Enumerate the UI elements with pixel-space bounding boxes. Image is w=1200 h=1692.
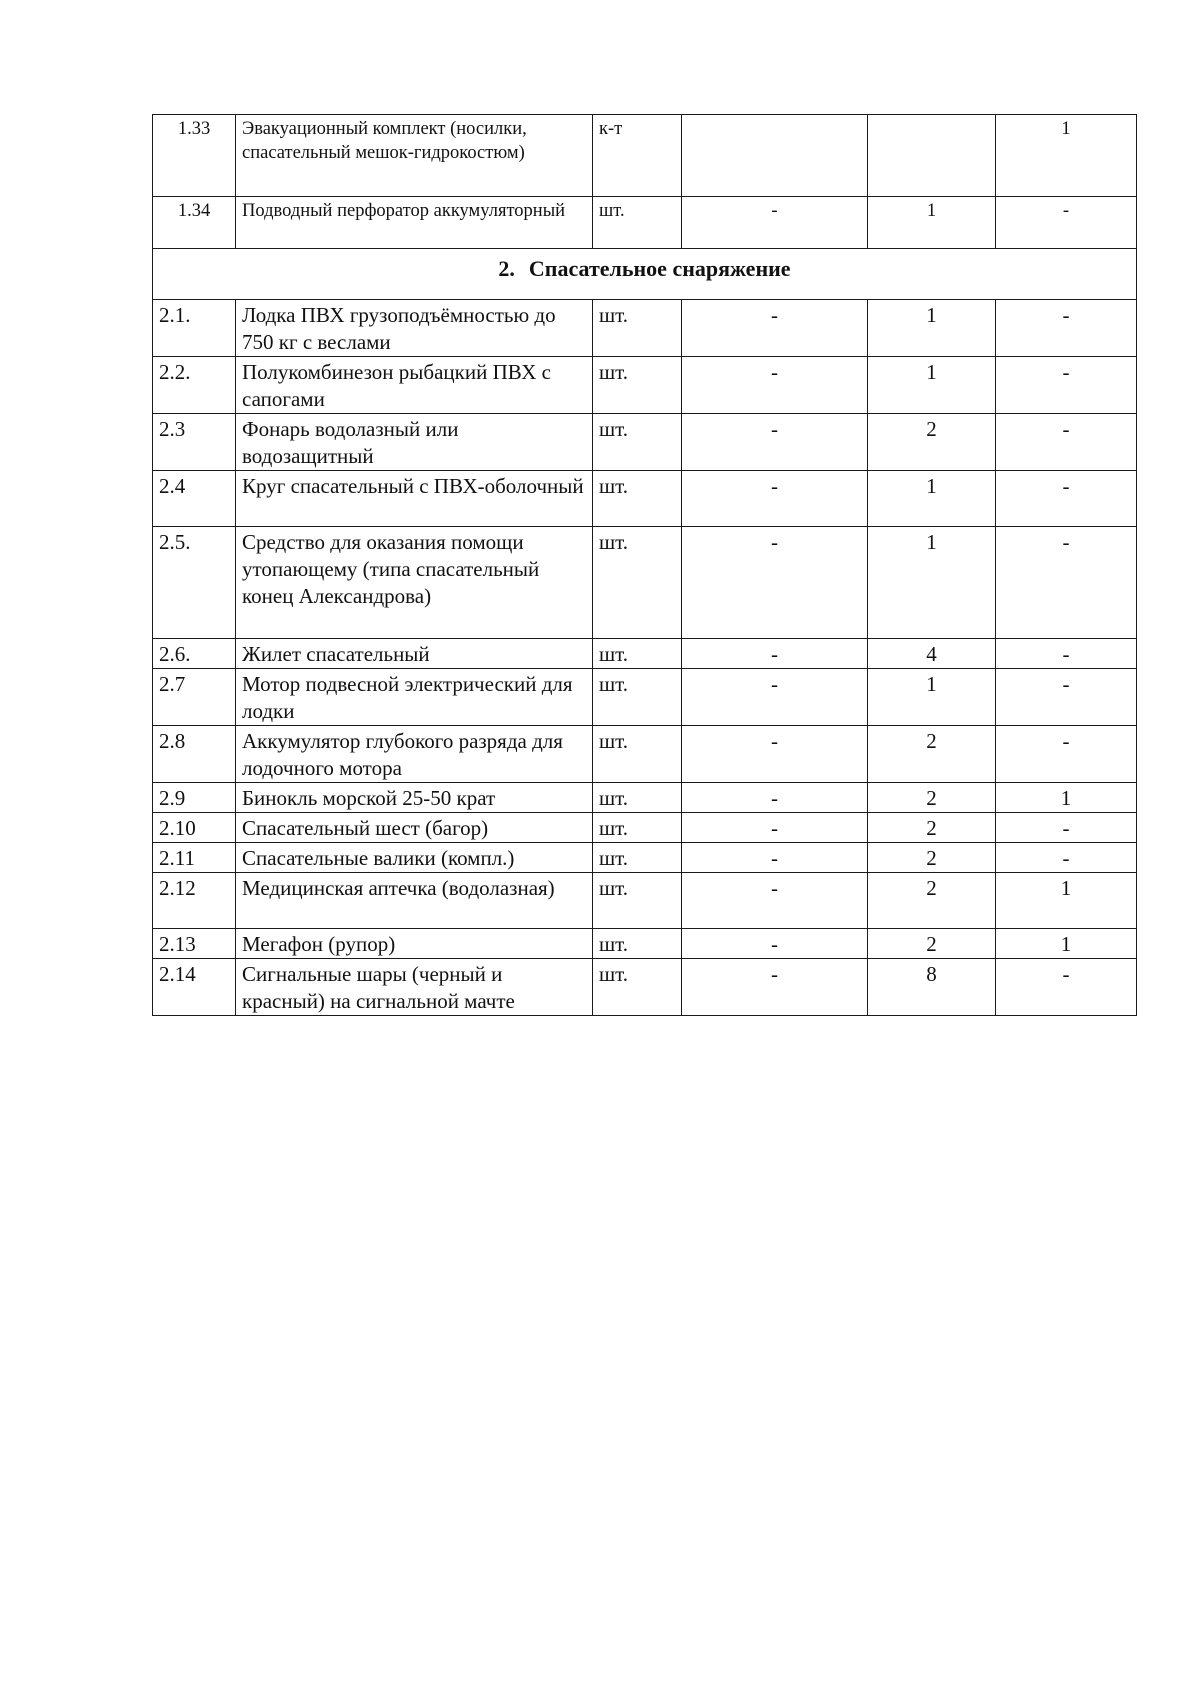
table-row [153,197,1137,249]
item-unit: шт. [593,843,682,873]
table-row [153,639,1137,669]
item-unit: шт. [593,197,682,249]
item-unit: шт. [593,813,682,843]
item-number: 2.11 [153,843,236,873]
item-col4: - [682,959,868,1016]
item-name: Мотор подвесной электрический для лодки [236,669,593,726]
table-row [153,115,1137,197]
item-col4: - [682,929,868,959]
item-col4: - [682,414,868,471]
item-col5: 1 [868,669,996,726]
item-unit: шт. [593,357,682,414]
item-name: Лодка ПВХ грузоподъёмностью до 750 кг с веслами [236,300,593,357]
item-unit: шт. [593,639,682,669]
item-name: Сигнальные шары (черный и красный) на сигнальной мачте [236,959,593,1016]
item-col4 [682,115,868,197]
item-col6: - [996,471,1137,527]
item-col4: - [682,527,868,639]
table-row [153,929,1137,959]
item-col5: 4 [868,639,996,669]
item-number: 2.6. [153,639,236,669]
item-unit: шт. [593,471,682,527]
item-number: 2.10 [153,813,236,843]
item-number: 1.34 [153,197,236,249]
item-unit: шт. [593,783,682,813]
item-col5: 2 [868,843,996,873]
item-number: 2.12 [153,873,236,929]
item-col6: - [996,726,1137,783]
item-col5: 1 [868,357,996,414]
item-name: Спасательный шест (багор) [236,813,593,843]
item-col4: - [682,726,868,783]
item-col6: - [996,527,1137,639]
item-col6: - [996,197,1137,249]
item-number: 1.33 [153,115,236,197]
item-col5: 2 [868,414,996,471]
item-col6: 1 [996,783,1137,813]
item-unit: шт. [593,414,682,471]
item-col5: 1 [868,197,996,249]
item-number: 2.2. [153,357,236,414]
item-name: Подводный перфоратор аккумуляторный [236,197,593,249]
section-header-row [153,249,1137,300]
item-col5 [868,115,996,197]
table-row [153,357,1137,414]
item-name: Аккумулятор глубокого разряда для лодочного мотора [236,726,593,783]
item-number: 2.7 [153,669,236,726]
table-row [153,527,1137,639]
item-name: Медицинская аптечка (водолазная) [236,873,593,929]
item-number: 2.14 [153,959,236,1016]
item-col6: 1 [996,929,1137,959]
item-name: Эвакуационный комплект (носилки, спасательный мешок-гидрокостюм) [236,115,593,197]
section-title [153,249,1137,300]
item-col4: - [682,300,868,357]
item-unit: шт. [593,959,682,1016]
item-number: 2.3 [153,414,236,471]
item-name: Фонарь водолазный или водозащитный [236,414,593,471]
table-row [153,843,1137,873]
item-col4: - [682,813,868,843]
item-col6: - [996,959,1137,1016]
item-unit: шт. [593,669,682,726]
table-row [153,726,1137,783]
item-unit: шт. [593,726,682,783]
item-col4: - [682,471,868,527]
item-col6: - [996,843,1137,873]
table-row [153,813,1137,843]
item-col6: 1 [996,115,1137,197]
item-name: Спасательные валики (компл.) [236,843,593,873]
table-row [153,959,1137,1016]
item-col5: 2 [868,783,996,813]
item-col4: - [682,843,868,873]
table-row [153,414,1137,471]
item-name: Мегафон (рупор) [236,929,593,959]
item-name: Жилет спасательный [236,639,593,669]
item-number: 2.8 [153,726,236,783]
table-row [153,783,1137,813]
item-col5: 1 [868,300,996,357]
item-unit: шт. [593,527,682,639]
item-name: Средство для оказания помощи утопающему (типа спасательный конец Александрова) [236,527,593,639]
item-unit: шт. [593,873,682,929]
item-number: 2.13 [153,929,236,959]
item-col4: - [682,197,868,249]
item-name: Круг спасательный с ПВХ-оболочный [236,471,593,527]
item-col4: - [682,357,868,414]
item-col6: - [996,414,1137,471]
item-unit: к-т [593,115,682,197]
table-row [153,300,1137,357]
item-col6: - [996,813,1137,843]
item-unit: шт. [593,300,682,357]
item-col4: - [682,783,868,813]
item-number: 2.1. [153,300,236,357]
table-row [153,873,1137,929]
item-col5: 1 [868,527,996,639]
item-col6: 1 [996,873,1137,929]
item-col6: - [996,639,1137,669]
item-col6: - [996,357,1137,414]
item-col4: - [682,669,868,726]
table-row [153,669,1137,726]
item-col4: - [682,873,868,929]
item-number: 2.4 [153,471,236,527]
item-col6: - [996,300,1137,357]
item-unit: шт. [593,929,682,959]
item-col5: 8 [868,959,996,1016]
item-col5: 2 [868,813,996,843]
item-col5: 2 [868,873,996,929]
item-col5: 1 [868,471,996,527]
section-name: Спасательное снаряжение [528,256,791,281]
item-name: Бинокль морской 25-50 крат [236,783,593,813]
item-col5: 2 [868,929,996,959]
equipment-table [152,114,1137,1016]
item-number: 2.5. [153,527,236,639]
item-col4: - [682,639,868,669]
item-col5: 2 [868,726,996,783]
item-name: Полукомбинезон рыбацкий ПВХ с сапогами [236,357,593,414]
item-col6: - [996,669,1137,726]
table-row [153,471,1137,527]
item-number: 2.9 [153,783,236,813]
section-number: 2. [498,256,515,281]
